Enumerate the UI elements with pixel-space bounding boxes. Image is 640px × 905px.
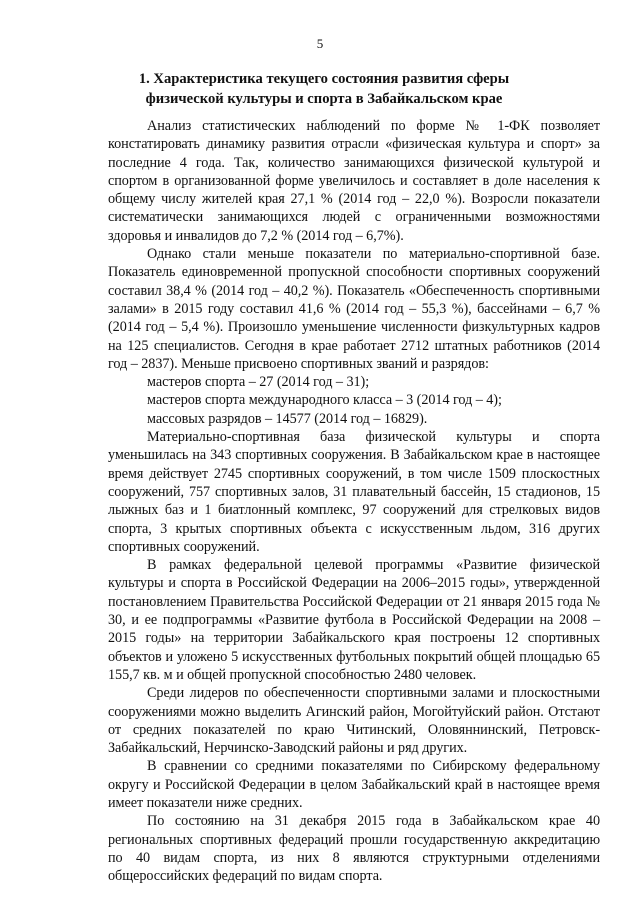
page-number: 5 — [316, 36, 324, 51]
paragraph: В рамках федеральной целевой программы «Развитие физической культуры и спорта в Российской Федерации на 2006–2015 годы», утвержденной постановлением Правительства Российской Федерации от 21 января 2015 года № 30, и ее подпрограммы «Развитие футбола в Российской Федерации на 2008 – 2015 годы» на территории Забайкальского края построены 12 спортивных объектов и уложено 5 искусственных футбольных покрытий общей площадью 65 155,7 кв. м и общей пропускной способностью 2480 человек. — [108, 557, 600, 683]
paragraph: В сравнении со средними показателями по Сибирскому федеральному округу и Российской Федерации в целом Забайкальский край в настоящее время имеет показатели ниже средних. — [108, 758, 600, 811]
list-item: массовых разрядов – 14577 (2014 год – 16829). — [147, 410, 428, 427]
paragraph: По состоянию на 31 декабря 2015 года в Забайкальском крае 40 региональных спортивных федераций прошли государственную аккредитацию по 40 видам спорта, из них 8 являются структурными отделениями общероссийских федераций по видам спорта. — [108, 813, 600, 885]
paragraph: Анализ статистических наблюдений по форме № 1-ФК позволяет констатировать динамику развития отрасли «физическая культура и спорт» за последние 4 года. Так, количество занимающихся физической культурой и спортом в организованной форме увеличилось и составляет в доле населения к общему числу жителей края 27,1 % (2014 год – 22,0 %). Возросли показатели систематически занимающихся людей с ограниченными возможностями здоровья и инвалидов до 7,2 % (2014 год – 6,7%). — [108, 118, 600, 244]
paragraph: Среди лидеров по обеспеченности спортивными залами и плоскостными сооружениями можно выделить Агинский район, Могойтуйский район. Отстают от средних показателей по краю Читинский, Оловяннинский, Петровск-Забайкальский, Нерчинско-Заводский районы и ряд других. — [108, 685, 600, 757]
list-item: мастеров спорта международного класса – 3 (2014 год – 4); — [147, 392, 502, 409]
section-heading: 1. Характеристика текущего состояния развития сферы физической культуры и спорта в Забайкальском крае — [138, 71, 510, 107]
paragraph: Однако стали меньше показатели по материально-спортивной базе. Показатель единовременной пропускной способности спортивных сооружений составил 38,4 % (2014 год – 40,2 %). Показатель «Обеспеченность спортивными залами» в 2015 году составил 41,6 % (2014 год – 55,3 %), бассейнами – 6,7 % (2014 год – 5,4 %). Произошло уменьшение численности физкультурных кадров на 125 специалистов. Сегодня в крае работает 2712 штатных работников (2014 год – 2837). Меньше присвоено спортивных званий и разрядов: — [108, 246, 600, 372]
document-body — [108, 117, 600, 885]
list-item: мастеров спорта – 27 (2014 год – 31); — [147, 374, 370, 391]
paragraph: Материально-спортивная база физической культуры и спорта уменьшилась на 343 спортивных сооружения. В Забайкальском крае в настоящее время действует 2745 спортивных сооружений, в том числе 1509 плоскостных сооружений, 757 спортивных залов, 31 плавательный бассейн, 15 стадионов, 15 лыжных баз и 1 биатлонный комплекс, 97 сооружений для стрелковых видов спорта, 3 крытых спортивных объекта с искусственным льдом, 316 других спортивных сооружений. — [108, 429, 600, 555]
